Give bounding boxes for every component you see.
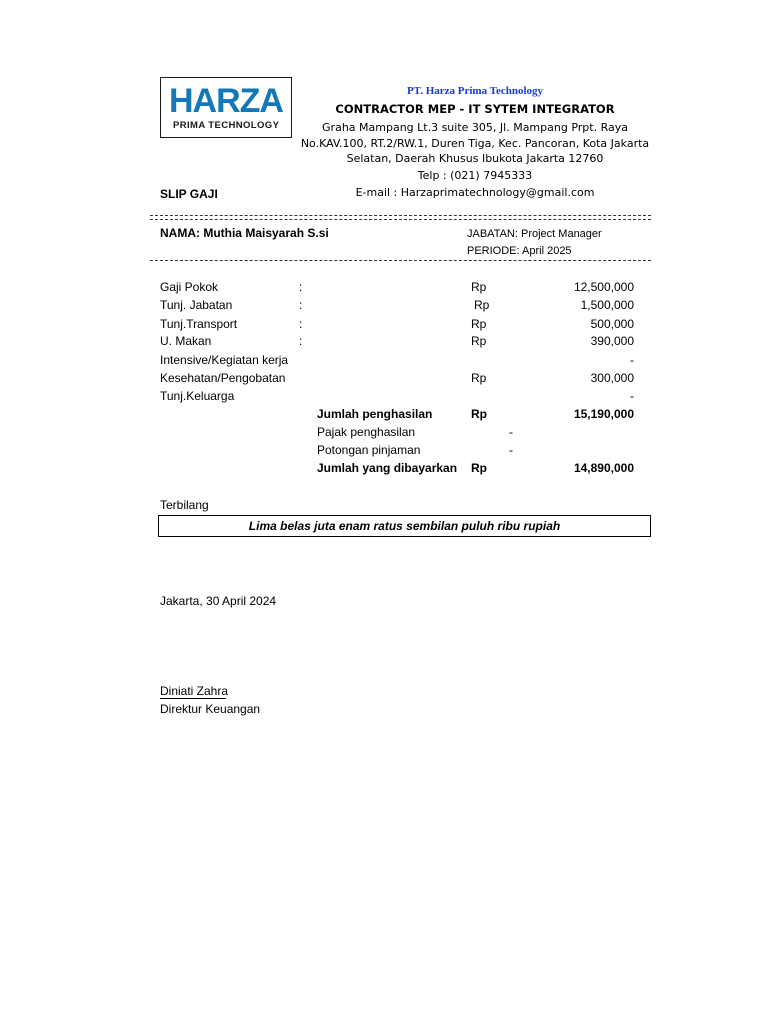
divider-info (150, 260, 651, 261)
earning-amount: - (630, 389, 634, 403)
logo-tagline: PRIMA TECHNOLOGY (173, 120, 280, 131)
earning-currency: Rp (471, 280, 487, 294)
gross-amount: 15,190,000 (573, 407, 634, 421)
earning-amount: 12,500,000 (573, 280, 634, 294)
company-name: PT. Harza Prima Technology (406, 85, 544, 97)
earning-colon: : (299, 334, 303, 348)
earning-amount: - (630, 353, 634, 367)
tax-value: - (509, 425, 513, 439)
terbilang-label: Terbilang (160, 498, 209, 512)
earning-colon: : (299, 298, 303, 312)
loan-label: Potongan pinjaman (317, 443, 421, 457)
divider-top-1 (150, 215, 651, 216)
signer-name: Diniati Zahra (160, 684, 229, 698)
earning-amount: 1,500,000 (580, 298, 634, 312)
net-currency: Rp (471, 461, 487, 475)
place-date: Jakarta, 30 April 2024 (160, 594, 277, 608)
earning-label: Tunj. Jabatan (160, 298, 233, 312)
net-amount: 14,890,000 (573, 461, 634, 475)
net-label: Jumlah yang dibayarkan (317, 461, 458, 475)
earning-label: Tunj.Transport (160, 317, 238, 331)
company-subtitle: CONTRACTOR MEP - IT SYTEM INTEGRATOR (335, 102, 615, 116)
company-logo (160, 77, 292, 138)
email-line: E-mail : Harzaprimatechnology@gmail.com (355, 186, 595, 199)
earning-colon: : (299, 280, 303, 294)
earning-amount: 300,000 (590, 371, 634, 385)
earning-currency: Rp (471, 334, 487, 348)
address-line-2: No.KAV.100, RT.2/RW.1, Duren Tiga, Kec. Pancoran, Kota Jakarta (300, 137, 650, 150)
earning-currency: Rp (474, 298, 490, 312)
earning-colon: : (299, 317, 303, 331)
divider-top-2 (150, 219, 651, 220)
signer-role: Direktur Keuangan (160, 702, 261, 716)
terbilang-box: Lima belas juta enam ratus sembilan puluh ribu rupiah (158, 515, 651, 537)
tax-label: Pajak penghasilan (317, 425, 416, 439)
document-title: SLIP GAJI (160, 187, 218, 201)
gross-currency: Rp (471, 407, 487, 421)
gross-label: Jumlah penghasilan (317, 407, 433, 421)
signature-underline (160, 698, 226, 699)
earning-label: Tunj.Keluarga (160, 389, 235, 403)
employee-position: JABATAN: Project Manager (467, 228, 602, 240)
employee-name: NAMA: Muthia Maisyarah S.si (160, 226, 329, 240)
earning-label: Intensive/Kegiatan kerja (160, 353, 289, 367)
earning-label: Kesehatan/Pengobatan (160, 371, 286, 385)
phone-line: Telp : (021) 7945333 (417, 169, 533, 182)
earning-amount: 390,000 (590, 334, 634, 348)
earning-amount: 500,000 (590, 317, 634, 331)
earning-currency: Rp (471, 371, 487, 385)
earning-label: Gaji Pokok (160, 280, 219, 294)
earning-currency: Rp (471, 317, 487, 331)
pay-period: PERIODE: April 2025 (467, 245, 572, 257)
loan-value: - (509, 443, 513, 457)
earning-label: U. Makan (160, 334, 212, 348)
address-line-3: Selatan, Daerah Khusus Ibukota Jakarta 12760 (346, 152, 604, 165)
logo-wordmark: HARZA (169, 82, 283, 120)
address-line-1: Graha Mampang Lt.3 suite 305, Jl. Mampang Prpt. Raya (322, 121, 628, 134)
